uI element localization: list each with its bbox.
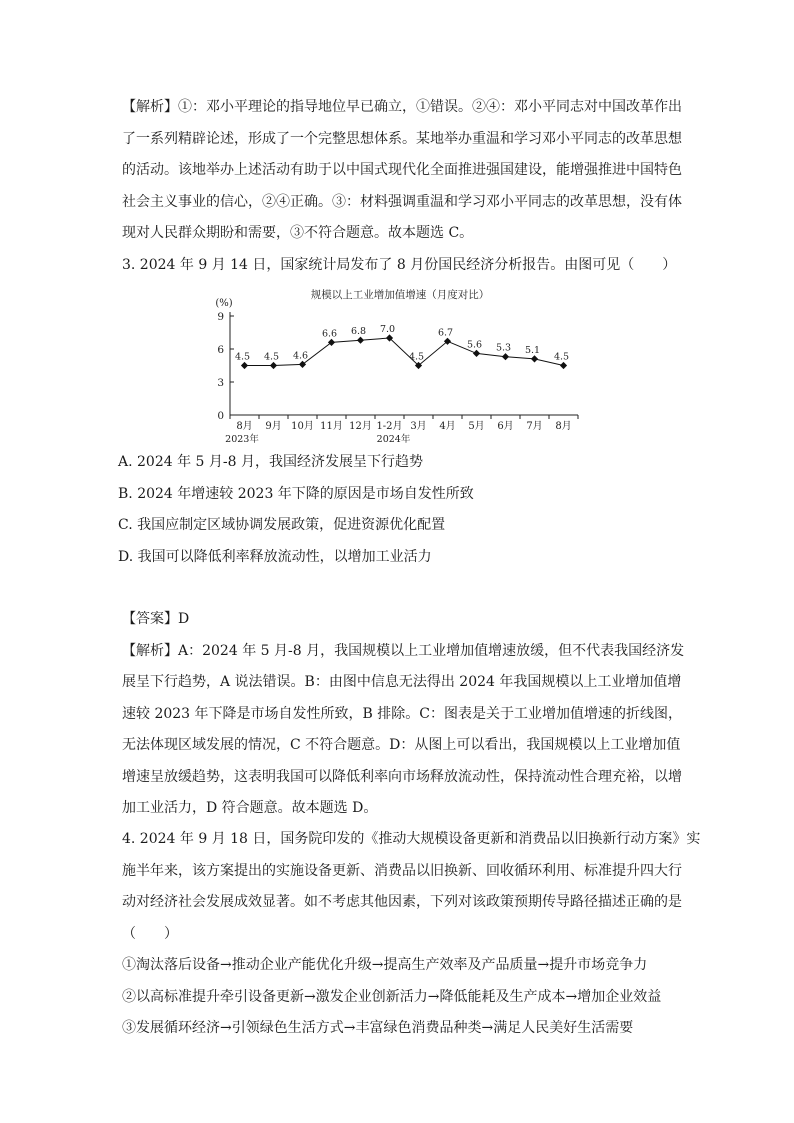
chart-title: 规模以上工业增加值增速（月度对比） xyxy=(310,289,490,301)
y-tick-label: 9 xyxy=(217,311,224,323)
chart-svg xyxy=(200,282,600,450)
data-label: 4.5 xyxy=(263,351,280,363)
question-stem: （ ） xyxy=(122,925,178,942)
data-point xyxy=(241,362,248,369)
analysis-line: 【解析】①：邓小平理论的指导地位早已确立，①错误。②④：邓小平同志对中国改革作出 xyxy=(122,99,682,115)
x-tick-label: 3月 xyxy=(410,421,427,432)
analysis-line: 增速呈放缓趋势，这表明我国可以降低利率向市场释放流动性，保持流动性合理充裕，以增 xyxy=(122,768,682,785)
y-tick-label: 0 xyxy=(217,410,224,422)
y-tick-label: 6 xyxy=(217,344,224,356)
x-tick-label: 4月 xyxy=(439,421,456,432)
data-label: 4.5 xyxy=(408,351,425,363)
data-point xyxy=(560,362,567,369)
question-stem: 施半年来，该方案提出的实施设备更新、消费品以旧换新、回收循环利用、标准提升四大行 xyxy=(122,862,682,879)
line-chart xyxy=(200,282,600,450)
question-3-stem xyxy=(122,250,677,282)
analysis-line: 社会主义事业的信心，②④正确。③：材料强调重温和学习邓小平同志的改革思想，没有体 xyxy=(122,193,682,210)
analysis-line: 【解析】A：2024 年 5 月-8 月，我国规模以上工业增加值增速放缓，但不代表我国经济发 xyxy=(122,642,685,659)
x-ticks xyxy=(230,415,578,432)
analysis-question-2 xyxy=(122,92,682,250)
statement-3: ③发展循环经济→引领绿色生活方式→丰富绿色消费品种类→满足人民美好生活需要 xyxy=(122,1020,634,1036)
question-4 xyxy=(122,824,701,1045)
data-point xyxy=(531,355,538,362)
option-a: A. 2024 年 5 月-8 月，我国经济发展呈下行趋势 xyxy=(118,454,423,470)
data-label: 6.8 xyxy=(350,326,367,338)
data-label: 6.7 xyxy=(437,327,454,339)
data-point xyxy=(357,337,364,344)
question-3-options xyxy=(118,447,678,573)
data-label: 5.3 xyxy=(495,342,512,354)
x-tick-label: 8月 xyxy=(555,421,572,432)
option-b: B. 2024 年增速较 2023 年下降的原因是市场自发性所致 xyxy=(118,485,474,502)
data-label: 4.5 xyxy=(234,351,251,363)
data-label: 5.1 xyxy=(524,344,541,356)
data-label: 5.6 xyxy=(466,339,483,351)
data-label: 4.5 xyxy=(553,351,570,363)
x-tick-label: 11月 xyxy=(320,421,343,432)
x-tick-label: 10月 xyxy=(291,421,314,432)
analysis-line: 无法体现区域发展的情况，C 不符合题意。D：从图上可以看出，我国规模以上工业增加值 xyxy=(122,737,681,753)
data-point xyxy=(473,350,480,357)
x-tick-label: 9月 xyxy=(265,421,282,432)
x-tick-label: 1-2月 xyxy=(376,421,403,432)
question-stem: 4. 2024 年 9 月 18 日，国务院印发的《推动大规模设备更新和消费品以旧换新行动方案》实 xyxy=(122,831,701,847)
data-label: 6.6 xyxy=(321,328,338,340)
statement-2: ②以高标准提升牵引设备更新→激发企业创新活力→降低能耗及生产成本→增加企业效益 xyxy=(122,988,662,1005)
question-stem: 3. 2024 年 9 月 14 日，国家统计局发布了 8 月份国民经济分析报告。由图可见（ ） xyxy=(122,257,677,273)
chart-series xyxy=(241,334,570,369)
x-tick-label: 12月 xyxy=(349,421,372,432)
option-c: C. 我国应制定区域协调发展政策，促进资源优化配置 xyxy=(118,517,446,533)
question-stem: 动对经济社会发展成效显著。如不考虑其他因素，下列对该政策预期传导路径描述正确的是 xyxy=(122,894,682,910)
x-tick-label: 8月 xyxy=(236,421,253,432)
y-tick-label: 3 xyxy=(217,377,224,389)
answer-label: 【答案】D xyxy=(122,611,190,627)
analysis-line: 现对人民群众期盼和需要，③不符合题意。故本题选 C。 xyxy=(122,225,474,241)
statement-1: ①淘汰落后设备→推动企业产能优化升级→提高生产效率及产品质量→提升市场竞争力 xyxy=(122,957,648,973)
option-d: D. 我国可以降低利率释放流动性，以增加工业活力 xyxy=(118,548,432,565)
x-tick-label: 7月 xyxy=(526,421,543,432)
data-point xyxy=(502,353,509,360)
chart-data-labels xyxy=(235,324,569,363)
data-label: 7.0 xyxy=(379,324,396,335)
year-label-2023: 2023年 xyxy=(225,434,259,445)
year-label-2024: 2024年 xyxy=(376,434,411,445)
analysis-line: 展呈下行趋势，A 说法错误。B：由图中信息无法得出 2024 年我国规模以上工业增加值增 xyxy=(122,674,682,690)
x-tick-label: 5月 xyxy=(468,421,485,432)
x-tick-label: 6月 xyxy=(497,421,514,432)
analysis-line: 速较 2023 年下降是市场自发性所致，B 排除。C：图表是关于工业增加值增速的折线图， xyxy=(122,705,682,722)
data-label: 4.6 xyxy=(292,350,309,362)
y-axis-label: (%) xyxy=(215,298,233,309)
analysis-line: 加工业活力，D 符合题意。故本题选 D。 xyxy=(122,800,378,816)
analysis-line: 了一系列精辟论述，形成了一个完整思想体系。某地举办重温和学习邓小平同志的改革思想 xyxy=(122,130,682,147)
analysis-line: 的活动。该地举办上述活动有助于以中国式现代化全面推进强国建设，能增强推进中国特色 xyxy=(122,162,682,178)
data-point xyxy=(270,362,277,369)
y-ticks xyxy=(217,311,234,422)
year-labels xyxy=(225,433,411,445)
chart-axes xyxy=(230,312,578,415)
question-3-answer xyxy=(122,604,685,825)
